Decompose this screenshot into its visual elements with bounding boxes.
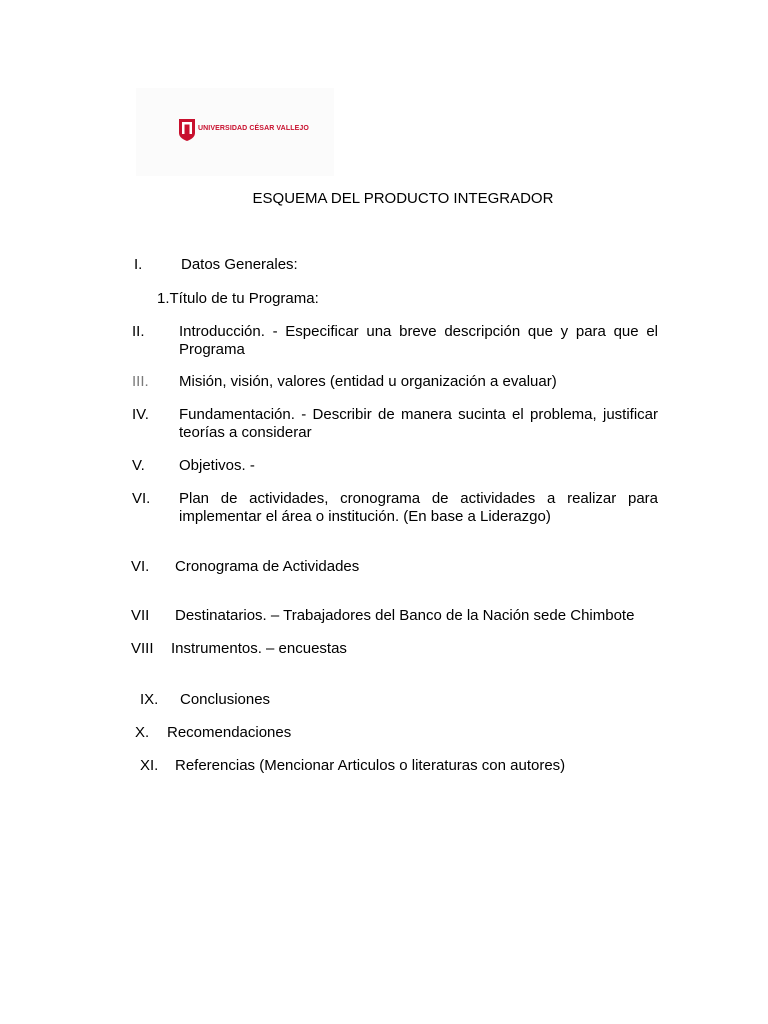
list-item [132, 323, 658, 361]
logo-text: UNIVERSIDAD CÉSAR VALLEJO [198, 125, 309, 132]
list-item [132, 490, 658, 528]
item-text: Conclusiones [180, 691, 271, 708]
list-item [131, 640, 657, 660]
item-number: III. [132, 373, 149, 390]
item-text: Fundamentación. - Describir de manera sucinta el problema, justificar teorías a considerar [179, 406, 658, 441]
shield-icon [179, 119, 195, 141]
list-item [140, 757, 640, 777]
document-title: ESQUEMA DEL PRODUCTO INTEGRADOR [252, 190, 554, 207]
item-text: 1.Título de tu Programa: [157, 290, 319, 307]
item-number: VI. [132, 490, 151, 507]
list-item [132, 457, 658, 477]
item-text: Misión, visión, valores (entidad u organización a evaluar) [179, 373, 557, 390]
item-text: Introducción. - Especificar una breve descripción que y para que el Programa [179, 323, 658, 358]
item-number: II. [132, 323, 145, 340]
item-text: Cronograma de Actividades [175, 558, 360, 575]
list-item [131, 607, 661, 627]
item-number: IX. [140, 691, 159, 708]
list-item [135, 724, 635, 744]
item-number: I. [134, 256, 143, 273]
list-item [134, 256, 694, 276]
item-number: VI. [131, 558, 150, 575]
item-text: Objetivos. - [179, 457, 255, 474]
item-text: Instrumentos. – encuestas [171, 640, 347, 657]
item-number: V. [132, 457, 145, 474]
item-text: Recomendaciones [167, 724, 292, 741]
list-item [140, 691, 640, 711]
item-number: IV. [132, 406, 149, 423]
list-item [132, 373, 658, 393]
item-number: XI. [140, 757, 159, 774]
item-text: Referencias (Mencionar Articulos o literaturas con autores) [175, 757, 566, 774]
list-item [131, 558, 657, 578]
university-logo [136, 88, 334, 176]
item-number: X. [135, 724, 150, 741]
item-number: VII [131, 607, 150, 624]
item-text: Datos Generales: [181, 256, 298, 273]
item-text: Plan de actividades, cronograma de actividades a realizar para implementar el área o institución. (En base a Liderazgo) [179, 490, 658, 525]
list-item [157, 290, 557, 310]
item-text: Destinatarios. – Trabajadores del Banco de la Nación sede Chimbote [175, 607, 635, 624]
item-number: VIII [131, 640, 154, 657]
list-item [132, 406, 658, 444]
